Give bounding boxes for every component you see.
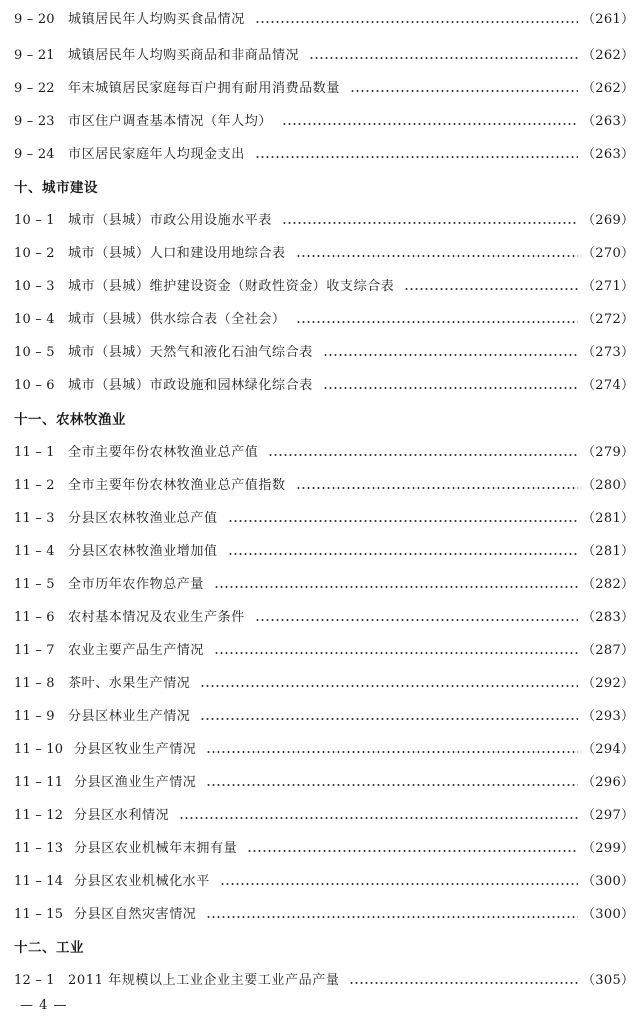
- toc-entry: [14, 474, 635, 498]
- entry-title: 分县区自然灾害情况: [74, 907, 197, 922]
- entry-number: 10 – 3: [14, 279, 55, 294]
- toc-entry: [14, 639, 635, 663]
- dot-leader: [268, 454, 578, 456]
- toc-entry: [14, 77, 635, 101]
- toc-entry: [14, 540, 635, 564]
- entry-title: 2011 年规模以上工业企业主要工业产品产量: [68, 973, 340, 988]
- entry-page-number: （271）: [582, 279, 635, 294]
- entry-title: 分县区水利情况: [74, 808, 170, 823]
- entry-page-number: （300）: [582, 874, 635, 889]
- dot-leader: [296, 487, 578, 489]
- entry-title: 市区居民家庭年人均现金支出: [68, 147, 245, 162]
- entry-title: 城市（县城）市政公用设施水平表: [68, 213, 273, 228]
- entry-title: 城市（县城）维护建设资金（财政性资金）收支综合表: [68, 279, 395, 294]
- toc-entry: [14, 969, 635, 993]
- entry-number: 10 – 5: [14, 345, 55, 360]
- dot-leader: [200, 718, 578, 720]
- dot-leader: [323, 387, 578, 389]
- dot-leader: [247, 850, 578, 852]
- toc-entry: [14, 507, 635, 531]
- entry-title: 分县区农业机械年末拥有量: [74, 841, 238, 856]
- entry-page-number: （283）: [582, 610, 635, 625]
- entry-number: 11 – 11: [14, 775, 64, 790]
- entry-page-number: （294）: [582, 742, 635, 757]
- toc-entry: [14, 374, 635, 398]
- dot-leader: [350, 90, 578, 92]
- dot-leader: [214, 652, 578, 654]
- entry-title: 分县区农林牧渔业总产值: [68, 511, 218, 526]
- dot-leader: [404, 288, 578, 290]
- entry-title: 城镇居民年人均购买商品和非商品情况: [68, 48, 300, 63]
- entry-number: 10 – 2: [14, 246, 55, 261]
- entry-number: 11 – 2: [14, 478, 55, 493]
- entry-page-number: （287）: [582, 643, 635, 658]
- toc-entry: [14, 705, 635, 729]
- entry-page-number: （263）: [582, 114, 635, 129]
- dot-leader: [296, 321, 578, 323]
- entry-number: 12 – 1: [14, 973, 55, 988]
- entry-title: 城市（县城）供水综合表（全社会）: [68, 312, 286, 327]
- entry-title: 分县区渔业生产情况: [74, 775, 197, 790]
- entry-title: 农村基本情况及农业生产条件: [68, 610, 245, 625]
- toc-entry: [14, 308, 635, 332]
- toc-entry: [14, 441, 635, 465]
- entry-number: 9 – 21: [14, 48, 55, 63]
- toc-entry: [14, 804, 635, 828]
- dot-leader: [200, 685, 578, 687]
- toc-entry: [14, 242, 635, 266]
- entry-page-number: （269）: [582, 213, 635, 228]
- toc-entry: [14, 837, 635, 861]
- entry-number: 11 – 8: [14, 676, 55, 691]
- entry-title: 分县区农业机械化水平: [74, 874, 211, 889]
- entry-number: 11 – 6: [14, 610, 55, 625]
- entry-page-number: （281）: [582, 511, 635, 526]
- dot-leader: [206, 916, 578, 918]
- dot-leader: [323, 354, 578, 356]
- entry-title: 农业主要产品生产情况: [68, 643, 205, 658]
- toc-entry: [14, 606, 635, 630]
- section-heading: 十一、农林牧渔业: [14, 412, 126, 428]
- entry-page-number: （274）: [582, 378, 635, 393]
- entry-number: 10 – 1: [14, 213, 55, 228]
- entry-page-number: （263）: [582, 147, 635, 162]
- entry-number: 11 – 7: [14, 643, 55, 658]
- entry-page-number: （280）: [582, 478, 635, 493]
- dot-leader: [228, 553, 578, 555]
- toc-entry: [14, 738, 635, 762]
- entry-page-number: （297）: [582, 808, 635, 823]
- dot-leader: [349, 982, 578, 984]
- toc-entry: [14, 672, 635, 696]
- section-heading: 十、城市建设: [14, 180, 98, 196]
- entry-page-number: （261）: [582, 12, 635, 27]
- dot-leader: [296, 255, 578, 257]
- section-heading: 十二、工业: [14, 940, 84, 956]
- toc-entry: [14, 44, 635, 68]
- toc-entry: [14, 110, 635, 134]
- entry-title: 茶叶、水果生产情况: [68, 676, 191, 691]
- dot-leader: [214, 586, 578, 588]
- entry-title: 年末城镇居民家庭每百户拥有耐用消费品数量: [68, 81, 341, 96]
- entry-title: 城镇居民年人均购买食品情况: [68, 12, 245, 27]
- entry-title: 城市（县城）市政设施和园林绿化综合表: [68, 378, 313, 393]
- entry-page-number: （300）: [582, 907, 635, 922]
- entry-title: 市区住户调查基本情况（年人均）: [68, 114, 273, 129]
- dot-leader: [228, 520, 578, 522]
- entry-title: 全市主要年份农林牧渔业总产值: [68, 445, 259, 460]
- entry-page-number: （273）: [582, 345, 635, 360]
- entry-page-number: （262）: [582, 48, 635, 63]
- toc-entry: [14, 870, 635, 894]
- entry-number: 10 – 6: [14, 378, 55, 393]
- toc-entry: [14, 209, 635, 233]
- entry-number: 11 – 13: [14, 841, 64, 856]
- entry-number: 11 – 9: [14, 709, 55, 724]
- entry-number: 10 – 4: [14, 312, 55, 327]
- dot-leader: [206, 784, 578, 786]
- entry-number: 11 – 12: [14, 808, 64, 823]
- entry-number: 11 – 5: [14, 577, 55, 592]
- toc-entry: [14, 143, 635, 167]
- entry-title: 全市历年农作物总产量: [68, 577, 205, 592]
- entry-page-number: （279）: [582, 445, 635, 460]
- entry-number: 11 – 3: [14, 511, 55, 526]
- entry-title: 分县区林业生产情况: [68, 709, 191, 724]
- entry-number: 9 – 20: [14, 12, 55, 27]
- entry-number: 11 – 14: [14, 874, 64, 889]
- entry-number: 11 – 10: [14, 742, 64, 757]
- entry-page-number: （292）: [582, 676, 635, 691]
- toc-entry: [14, 8, 635, 32]
- page-number-footer: — 4 —: [20, 998, 68, 1013]
- entry-title: 城市（县城）人口和建设用地综合表: [68, 246, 286, 261]
- entry-number: 9 – 22: [14, 81, 55, 96]
- dot-leader: [309, 57, 578, 59]
- dot-leader: [206, 751, 578, 753]
- entry-number: 9 – 24: [14, 147, 55, 162]
- toc-entry: [14, 275, 635, 299]
- entry-title: 分县区农林牧渔业增加值: [68, 544, 218, 559]
- dot-leader: [255, 619, 578, 621]
- toc-entry: [14, 573, 635, 597]
- entry-title: 城市（县城）天然气和液化石油气综合表: [68, 345, 313, 360]
- dot-leader: [282, 123, 578, 125]
- dot-leader: [179, 817, 578, 819]
- toc-entry: [14, 771, 635, 795]
- toc-entry: [14, 341, 635, 365]
- entry-page-number: （281）: [582, 544, 635, 559]
- entry-page-number: （293）: [582, 709, 635, 724]
- entry-title: 分县区牧业生产情况: [74, 742, 197, 757]
- dot-leader: [255, 156, 578, 158]
- entry-page-number: （305）: [582, 973, 635, 988]
- entry-title: 全市主要年份农林牧渔业总产值指数: [68, 478, 286, 493]
- entry-page-number: （270）: [582, 246, 635, 261]
- entry-number: 9 – 23: [14, 114, 55, 129]
- entry-page-number: （299）: [582, 841, 635, 856]
- dot-leader: [255, 21, 578, 23]
- entry-page-number: （272）: [582, 312, 635, 327]
- entry-number: 11 – 15: [14, 907, 64, 922]
- toc-entry: [14, 903, 635, 927]
- entry-number: 11 – 1: [14, 445, 55, 460]
- dot-leader: [282, 222, 578, 224]
- entry-number: 11 – 4: [14, 544, 55, 559]
- dot-leader: [220, 883, 578, 885]
- entry-page-number: （296）: [582, 775, 635, 790]
- entry-page-number: （282）: [582, 577, 635, 592]
- entry-page-number: （262）: [582, 81, 635, 96]
